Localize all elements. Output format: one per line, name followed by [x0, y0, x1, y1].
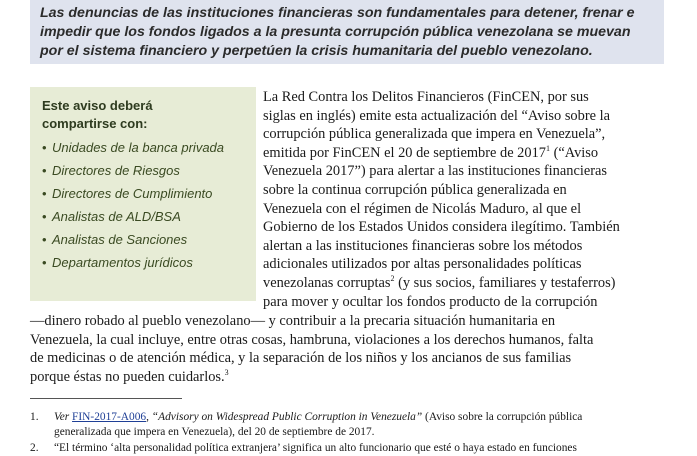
body-line: corrupción pública generalizada que impera en Venezuela”,	[263, 126, 606, 143]
bullet-icon: •	[42, 140, 47, 155]
distribution-list	[42, 139, 246, 271]
footnote-text: Ver FIN-2017-A006, “Advisory on Widespread Public Corruption in Venezuela” (Aviso sobre la corrupción pública generalizada que impera en Venezuela), del 20 de septiembre de 2017.	[54, 411, 583, 438]
footnote-number: 1.	[30, 411, 39, 423]
bullet-icon: •	[42, 232, 47, 247]
body-line: venezolanas corruptas$^2$ (y sus socios, familiares y testaferros)	[263, 274, 616, 291]
body-line: de medicinas o de atención médica, y la separación de los niños y los ancianos de sus familias	[30, 350, 572, 367]
list-item: • Directores de Cumplimiento	[42, 186, 213, 201]
body-line: porque éstas no pueden cuidarlos.$^3$	[30, 367, 229, 385]
list-item: • Unidades de la banca privada	[42, 140, 225, 155]
body-line: La Red Contra los Delitos Financieros (FinCEN, por sus	[263, 89, 589, 105]
footnote-ref-3[interactable]: 3	[224, 367, 229, 377]
footnote-ref-1[interactable]: 1	[545, 143, 550, 153]
distribution-title: Este aviso deberá compartirse con:	[42, 98, 153, 131]
list-item: • Analistas de ALD/BSA	[42, 209, 181, 224]
advisory-link[interactable]: FIN-2017-A006	[72, 411, 147, 423]
body-line: adicionales utilizados por altas personalidades políticas	[263, 256, 582, 273]
body-line: para mover y ocultar los fondos producto de la corrupción	[263, 293, 598, 310]
body-line: Venezuela 2017”) para alertar a las instituciones financieras	[263, 163, 608, 180]
footnote-text: “El término ‘alta personalidad política extranjera’ significa un alto funcionario que esté o haya estado en funciones	[54, 442, 577, 454]
bullet-icon: •	[42, 186, 47, 201]
body-line: Gobierno de los Estados Unidos considera ilegítimo. También	[263, 219, 620, 236]
distribution-box	[30, 87, 256, 301]
body-line: emitida por FinCEN el 20 de septiembre de 2017$^1$ (“Aviso	[263, 143, 599, 161]
key-message-banner	[30, 0, 664, 64]
footnote-2	[30, 441, 670, 456]
body-line: Venezuela con el régimen de Nicolás Maduro, al que el	[263, 200, 582, 217]
footnote-1	[30, 410, 670, 439]
body-line: sobre la continua corrupción pública generalizada en	[263, 181, 567, 198]
footnote-ref-2[interactable]: 2	[390, 274, 395, 284]
bullet-icon: •	[42, 209, 47, 224]
banner-text: Las denuncias de las instituciones financieras son fundamentales para detener, frenar e impedir que los fondos ligados a la presunta corrupción pública venezolana se muevan por el sistema financiero y perpetúen la crisis humanitaria del pueblo venezolano.	[40, 5, 635, 59]
footnote-number: 2.	[30, 442, 39, 454]
footnote-divider	[30, 398, 182, 399]
list-item: • Departamentos jurídicos	[42, 255, 193, 270]
list-item: • Directores de Riesgos	[42, 163, 180, 178]
list-item: • Analistas de Sanciones	[42, 232, 188, 247]
body-line: Venezuela, la cual incluye, entre otras cosas, hambruna, violaciones a los derechos humanos, falta	[30, 331, 594, 348]
bullet-icon: •	[42, 255, 47, 270]
body-column	[263, 88, 673, 311]
body-line: siglas en inglés) emite esta actualización del “Aviso sobre la	[263, 107, 610, 124]
body-line: —dinero robado al pueblo venezolano— y contribuir a la precaria situación humanitaria en	[30, 313, 556, 329]
body-full-width	[30, 312, 673, 386]
body-line: alertan a las instituciones financieras sobre los métodos	[263, 237, 583, 254]
bullet-icon: •	[42, 163, 47, 178]
